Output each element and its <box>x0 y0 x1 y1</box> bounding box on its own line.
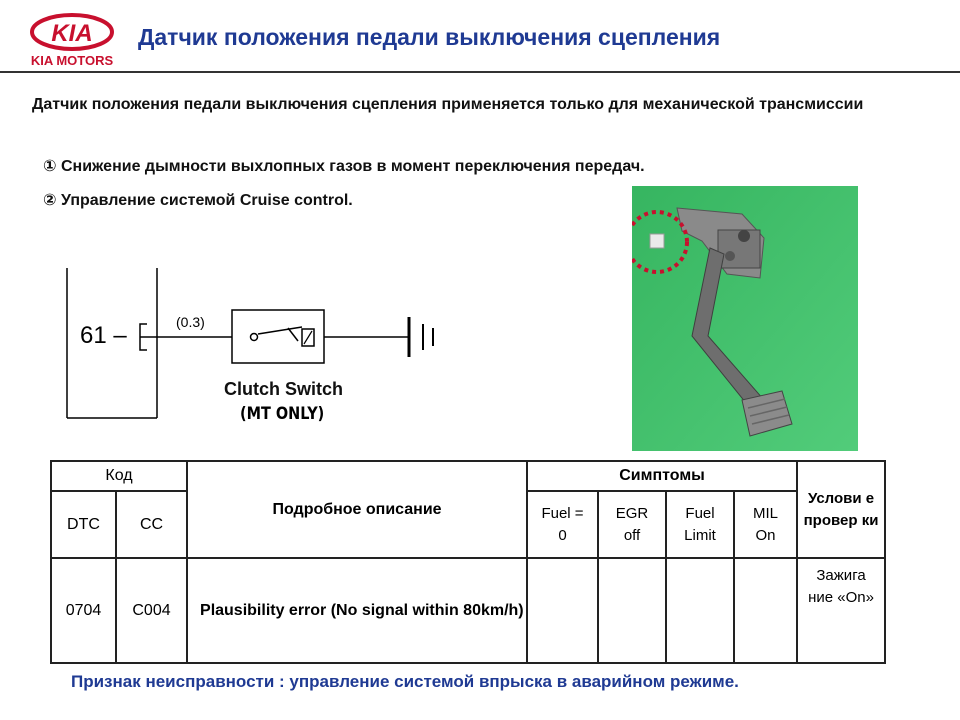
mt-only-note: (MT ONLY) <box>240 404 325 424</box>
switch-box <box>232 310 324 363</box>
symptom-cell-mil-on <box>734 558 797 663</box>
clutch-pedal-photo <box>632 186 858 451</box>
symptom-mil-on: MIL On <box>734 491 797 558</box>
symptom-cell-egr-off <box>598 558 666 663</box>
page-title: Датчик положения педали выключения сцепления <box>138 24 721 50</box>
point-2: ② Управление системой Cruise control. <box>43 192 353 209</box>
pin-number: 61 – <box>80 322 127 349</box>
cc-value: C004 <box>116 558 187 663</box>
footer-note: Признак неисправности : управление системой впрыска в аварийном режиме. <box>71 672 739 691</box>
kia-logo-text: KIA <box>51 20 93 47</box>
bolt-2 <box>725 251 735 261</box>
condition-value: Зажига ние «On» <box>797 558 885 663</box>
code-header: Код <box>51 461 187 491</box>
kia-motors-text: KIA MOTORS <box>30 53 114 68</box>
description-header: Подробное описание <box>187 461 527 558</box>
switch-lever <box>258 327 302 334</box>
clutch-switch-label: Clutch Switch <box>224 379 344 399</box>
dtc-header: DTC <box>51 491 116 558</box>
symptom-cell-fuel-zero <box>527 558 598 663</box>
intro-text: Датчик положения педали выключения сцепления применяется только для механической трансмиссии <box>32 96 864 113</box>
symptom-egr-off: EGR off <box>598 491 666 558</box>
symptom-fuel-zero: Fuel = 0 <box>527 491 598 558</box>
actuator-slash <box>304 331 312 344</box>
cc-header: CC <box>116 491 187 558</box>
symptom-cell-fuel-limit <box>666 558 734 663</box>
description-value: Plausibility error (No signal within 80km/h) <box>187 558 527 663</box>
dtc-table <box>50 460 886 664</box>
symptom-fuel-limit: Fuel Limit <box>666 491 734 558</box>
condition-header: Услови е провер ки <box>797 461 885 558</box>
symptoms-header: Симптомы <box>527 461 797 491</box>
kia-motors-logo <box>14 10 132 70</box>
bolt-1 <box>738 230 750 242</box>
dtc-value: 0704 <box>51 558 116 663</box>
wire-gauge: (0.3) <box>176 314 205 330</box>
sensor <box>650 234 664 248</box>
switch-contact-left <box>251 334 258 341</box>
point-1: ① Снижение дымности выхлопных газов в момент переключения передач. <box>43 158 645 175</box>
header-divider <box>0 71 960 73</box>
switch-arm <box>288 328 298 341</box>
